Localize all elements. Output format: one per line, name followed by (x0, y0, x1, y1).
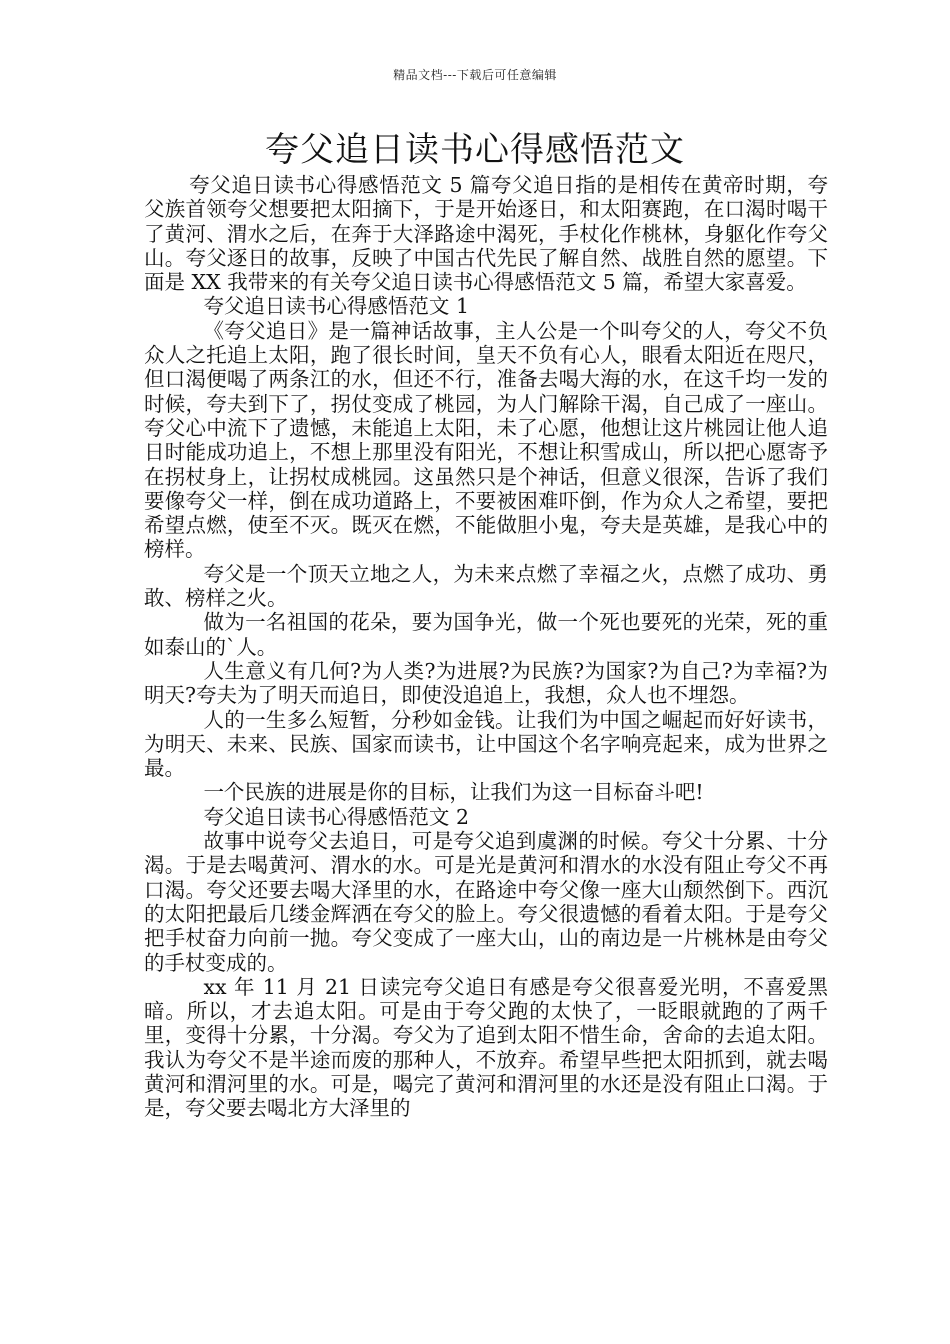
intro-paragraph: 夸父追日读书心得感悟范文 5 篇夸父追日指的是相传在黄帝时期，夸父族首领夸父想要把太阳摘下，于是开始逐日，和太阳赛跑，在口渴时喝干了黄河、渭水之后，在奔于大泽路途中渴死，手杖化作桃林，身躯化作夸父山。夸父逐日的故事，反映了中国古代先民了解自然、战胜自然的愿望。下面是 XX 我带来的有关夸父追日读书心得感悟范文 5 篇，希望大家喜爱。 (144, 173, 828, 295)
section-heading-1: 夸父追日读书心得感悟范文 1 (203, 294, 469, 319)
paragraph: 一个民族的进展是你的目标，让我们为这一目标奋斗吧! (203, 780, 704, 805)
section-heading-2: 夸父追日读书心得感悟范文 2 (203, 804, 469, 829)
paragraph: xx 年 11 月 21 日读完夸父追日有感是夸父很喜爱光明，不喜爱黑暗。所以，才去追太阳。可是由于夸父跑的太快了，一眨眼就跑的了两千里，变得十分累，十分渴。夸父为了追到太阳不惜生命，舍命的去追太阳。我认为夸父不是半途而废的那种人，不放弃。希望早些把太阳抓到，就去喝黄河和渭河里的水。可是，喝完了黄河和渭河里的水还是没有阻止口渴。于是，夸父要去喝北方大泽里的 (144, 974, 828, 1121)
document-body (144, 173, 828, 1121)
paragraph: 人的一生多么短暂，分秒如金钱。让我们为中国之崛起而好好读书，为明天、未来、民族、国家而读书，让中国这个名字响亮起来，成为世界之最。 (144, 707, 828, 781)
paragraph: 故事中说夸父去追日，可是夸父追到虞渊的时候。夸父十分累、十分渴。于是去喝黄河、渭水的水。可是光是黄河和渭水的水没有阻止夸父不再口渴。夸父还要去喝大泽里的水，在路途中夸父像一座大山颓然倒下。西沉的太阳把最后几缕金辉洒在夸父的脸上。夸父很遗憾的看着太阳。于是夸父把手杖奋力向前一抛。夸父变成了一座大山，山的南边是一片桃林是由夸父的手杖变成的。 (144, 829, 828, 975)
paragraph: 做为一名祖国的花朵，要为国争光，做一个死也要死的光荣，死的重如泰山的`人。 (144, 610, 828, 659)
document-title: 夸父追日读书心得感悟范文 (265, 130, 685, 170)
paragraph: 人生意义有几何?为人类?为进展?为民族?为国家?为自己?为幸福?为明天?夸夫为了明天而追日，即使没追追上，我想，众人也不埋怨。 (144, 658, 828, 708)
paragraph: 《夸父追日》是一篇神话故事，主人公是一个叫夸父的人，夸父不负众人之托追上太阳，跑了很长时间，皇天不负有心人，眼看太阳近在咫尺，但口渴便喝了两条江的水，但还不行，准备去喝大海的水，在这千均一发的时候，夸夫到下了，拐仗变成了桃园，为人门解除干渴，自己成了一座山。夸父心中流下了遗憾，未能追上太阳，未了心愿，他想让这片桃园让他人追日时能成功追上，不想上那里没有阳光，不想让积雪成山，所以把心愿寄予在拐杖身上，让拐杖成桃园。这虽然只是个神话，但意义很深，告诉了我们要像夸父一样，倒在成功道路上，不要被困难吓倒，作为众人之希望，要把希望点燃，使至不灭。既灭在燃，不能做胆小鬼，夸夫是英雄，是我心中的榜样。 (144, 318, 828, 562)
paragraph: 夸父是一个顶天立地之人，为未来点燃了幸福之火，点燃了成功、勇敢、榜样之火。 (144, 561, 828, 611)
header-note: 精品文档---下载后可任意编辑 (393, 68, 557, 82)
